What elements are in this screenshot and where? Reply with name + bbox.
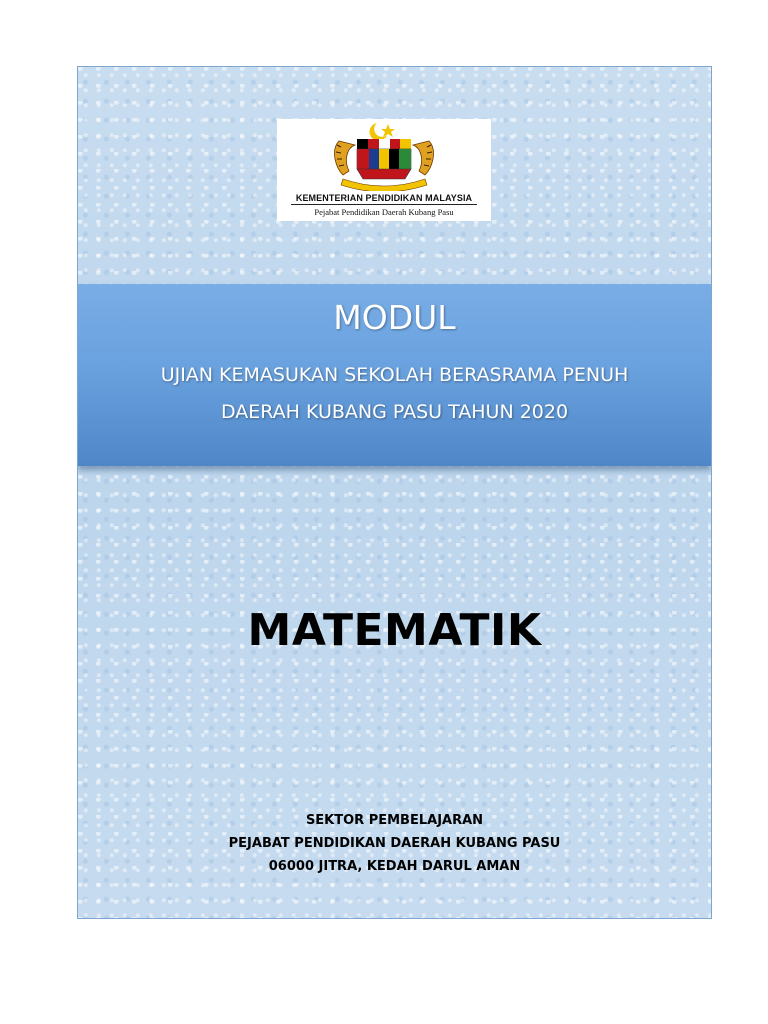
footer-sector: SEKTOR PEMBELAJARAN (305, 813, 484, 828)
logo-divider (291, 204, 477, 205)
footer-office: PEJABAT PENDIDIKAN DAERAH KUBANG PASU (228, 836, 561, 851)
footer-address: 06000 JITRA, KEDAH DARUL AMAN (268, 859, 521, 874)
exam-title-line-2: DAERAH KUBANG PASU TAHUN 2020 (220, 401, 569, 423)
cover-page (77, 66, 712, 919)
module-title: MODUL (333, 298, 456, 337)
district-office-name: Pejabat Pendidikan Daerah Kubang Pasu (314, 207, 454, 217)
coat-of-arms-icon (277, 119, 491, 191)
title-banner (78, 284, 711, 466)
exam-title-line-1: UJIAN KEMASUKAN SEKOLAH BERASRAMA PENUH (160, 364, 629, 386)
ministry-name: KEMENTERIAN PENDIDIKAN MALAYSIA (295, 193, 473, 203)
ministry-logo (277, 119, 491, 221)
subject-title: MATEMATIK (247, 605, 542, 656)
